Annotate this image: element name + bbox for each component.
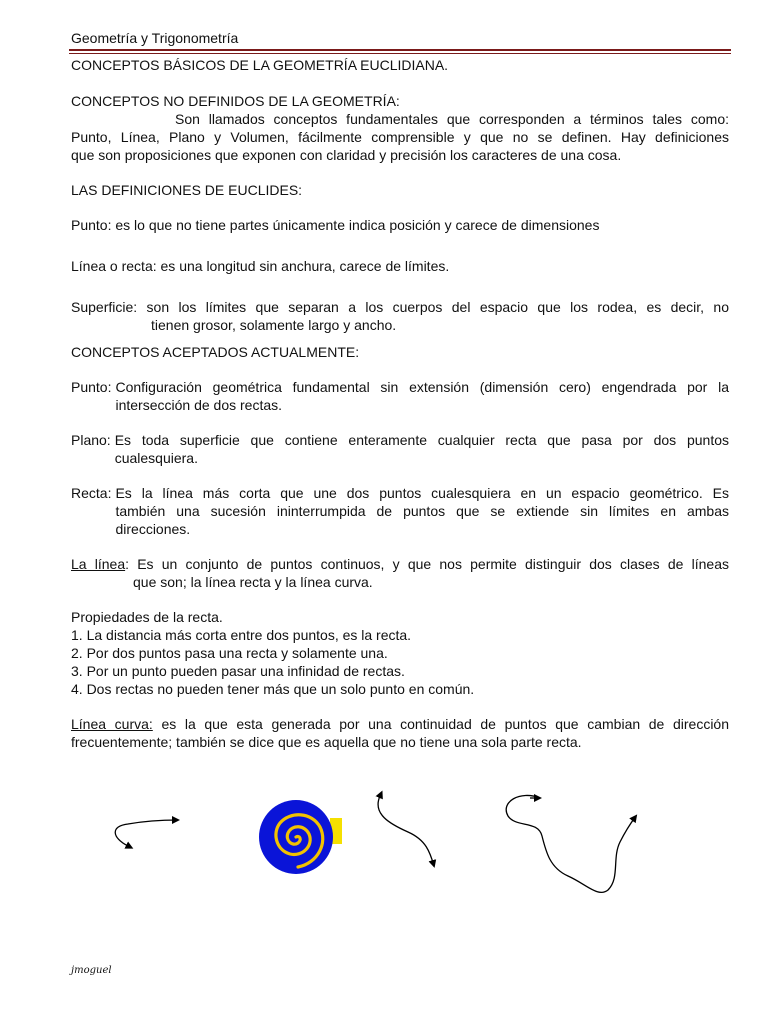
accepted-plano-term: Plano: [71, 432, 111, 448]
euclid-superficie [71, 298, 729, 334]
accepted-punto [71, 378, 729, 414]
accepted-recta-line-3: direcciones. [115, 521, 191, 537]
accepted-recta-term: Recta: [71, 485, 112, 501]
curve-figures [0, 780, 768, 920]
accepted-recta-definition [115, 484, 729, 538]
curved-arrow-icon [115, 820, 178, 846]
accepted-heading: CONCEPTOS ACEPTADOS ACTUALMENTE: [71, 344, 360, 360]
euclid-punto-definition: es lo que no tiene partes únicamente indica posición y carece de dimensiones [115, 217, 600, 233]
accepted-plano-definition [115, 431, 729, 467]
spacer [71, 414, 729, 431]
header-rule [69, 49, 731, 51]
accepted-punto-line-1: Configuración geométrica fundamental sin extensión (dimensión cero) engendrada por la [115, 379, 729, 395]
spacer [71, 538, 729, 555]
header-rule-thin [69, 53, 731, 54]
linea-curva-line-1 [71, 715, 729, 733]
la-linea [71, 555, 729, 591]
euclid-punto [71, 216, 729, 234]
euclid-superficie-line-2: tienen grosor, solamente largo y ancho. [151, 317, 397, 333]
euclid-superficie-term: Superficie: [71, 299, 138, 315]
euclid-superficie-definition-1: son los límites que separan a los cuerpos del espacio que los rodea, es decir, no [146, 299, 730, 315]
accepted-recta-line-1: Es la línea más corta que une dos puntos cualesquiera en un espacio geométrico. Es [115, 485, 729, 501]
undefined-concepts-line-2: Punto, Línea, Plano y Volumen, fácilmente comprensible y que no se definen. Hay definiciones [71, 129, 729, 145]
la-linea-line-2: que son; la línea recta y la línea curva. [133, 574, 373, 590]
spiral-icon [259, 800, 342, 874]
property-item: 2. Por dos puntos pasa una recta y solamente una. [71, 645, 388, 661]
la-linea-definition-1: : Es un conjunto de puntos continuos, y que nos permite distinguir dos clases de líneas [125, 556, 729, 572]
spacer [71, 361, 729, 378]
properties-heading: Propiedades de la recta. [71, 609, 223, 625]
linea-curva [71, 715, 729, 751]
euclid-superficie-line-1 [71, 298, 729, 316]
accepted-plano-line-1: Es toda superficie que contiene enteramente cualquier recta que pasa por dos puntos [114, 432, 729, 448]
spacer [71, 698, 729, 715]
header-title: Geometría y Trigonometría [71, 30, 239, 46]
spacer [71, 74, 729, 92]
linea-curva-line-2: frecuentemente; también se dice que es aquella que no tiene una sola parte recta. [71, 734, 582, 750]
accepted-plano [71, 431, 729, 467]
spacer [71, 467, 729, 484]
accepted-punto-definition [115, 378, 729, 414]
euclid-heading: LAS DEFINICIONES DE EUCLIDES: [71, 182, 303, 198]
spacer [71, 591, 729, 608]
spacer [71, 164, 729, 181]
la-linea-line-1 [71, 555, 729, 573]
property-item: 3. Por un punto pueden pasar una infinidad de rectas. [71, 663, 405, 679]
document-title: CONCEPTOS BÁSICOS DE LA GEOMETRÍA EUCLIDIANA. [71, 57, 449, 73]
document-body [71, 56, 729, 751]
euclid-linea-definition: es una longitud sin anchura, carece de límites. [160, 258, 450, 274]
accepted-plano-line-2: cualesquiera. [114, 450, 198, 466]
linea-curva-term: Línea curva: [71, 716, 153, 732]
author-signature: jmoguel [71, 965, 112, 976]
property-item: 4. Dos rectas no pueden tener más que un solo punto en común. [71, 681, 475, 697]
linea-curva-definition-1: es la que esta generada por una continuidad de puntos que cambian de dirección [161, 716, 730, 732]
undefined-concepts-heading: CONCEPTOS NO DEFINIDOS DE LA GEOMETRÍA: [71, 93, 400, 109]
euclid-linea-term: Línea o recta: [71, 258, 157, 274]
spacer [71, 199, 729, 216]
accepted-punto-line-2: intersección de dos rectas. [115, 397, 283, 413]
spacer [71, 334, 729, 343]
euclid-linea [71, 257, 729, 275]
accepted-recta [71, 484, 729, 538]
accepted-recta-line-2: también una sucesión ininterrumpida de puntos que se extiende sin límites en ambas [115, 503, 729, 519]
s-curve-arrow-icon [378, 796, 434, 866]
wavy-curve-arrow-icon [506, 795, 636, 892]
euclid-punto-term: Punto: [71, 217, 112, 233]
property-item: 1. La distancia más corta entre dos puntos, es la recta. [71, 627, 412, 643]
undefined-concepts-line-3: que son proposiciones que exponen con claridad y precisión los caracteres de una cosa. [71, 147, 622, 163]
la-linea-term: La línea [71, 556, 126, 572]
undefined-concepts-line-1: Son llamados conceptos fundamentales que corresponden a términos tales como: [175, 111, 729, 127]
accepted-punto-term: Punto: [71, 379, 112, 395]
spacer [71, 234, 729, 257]
spacer [71, 275, 729, 298]
